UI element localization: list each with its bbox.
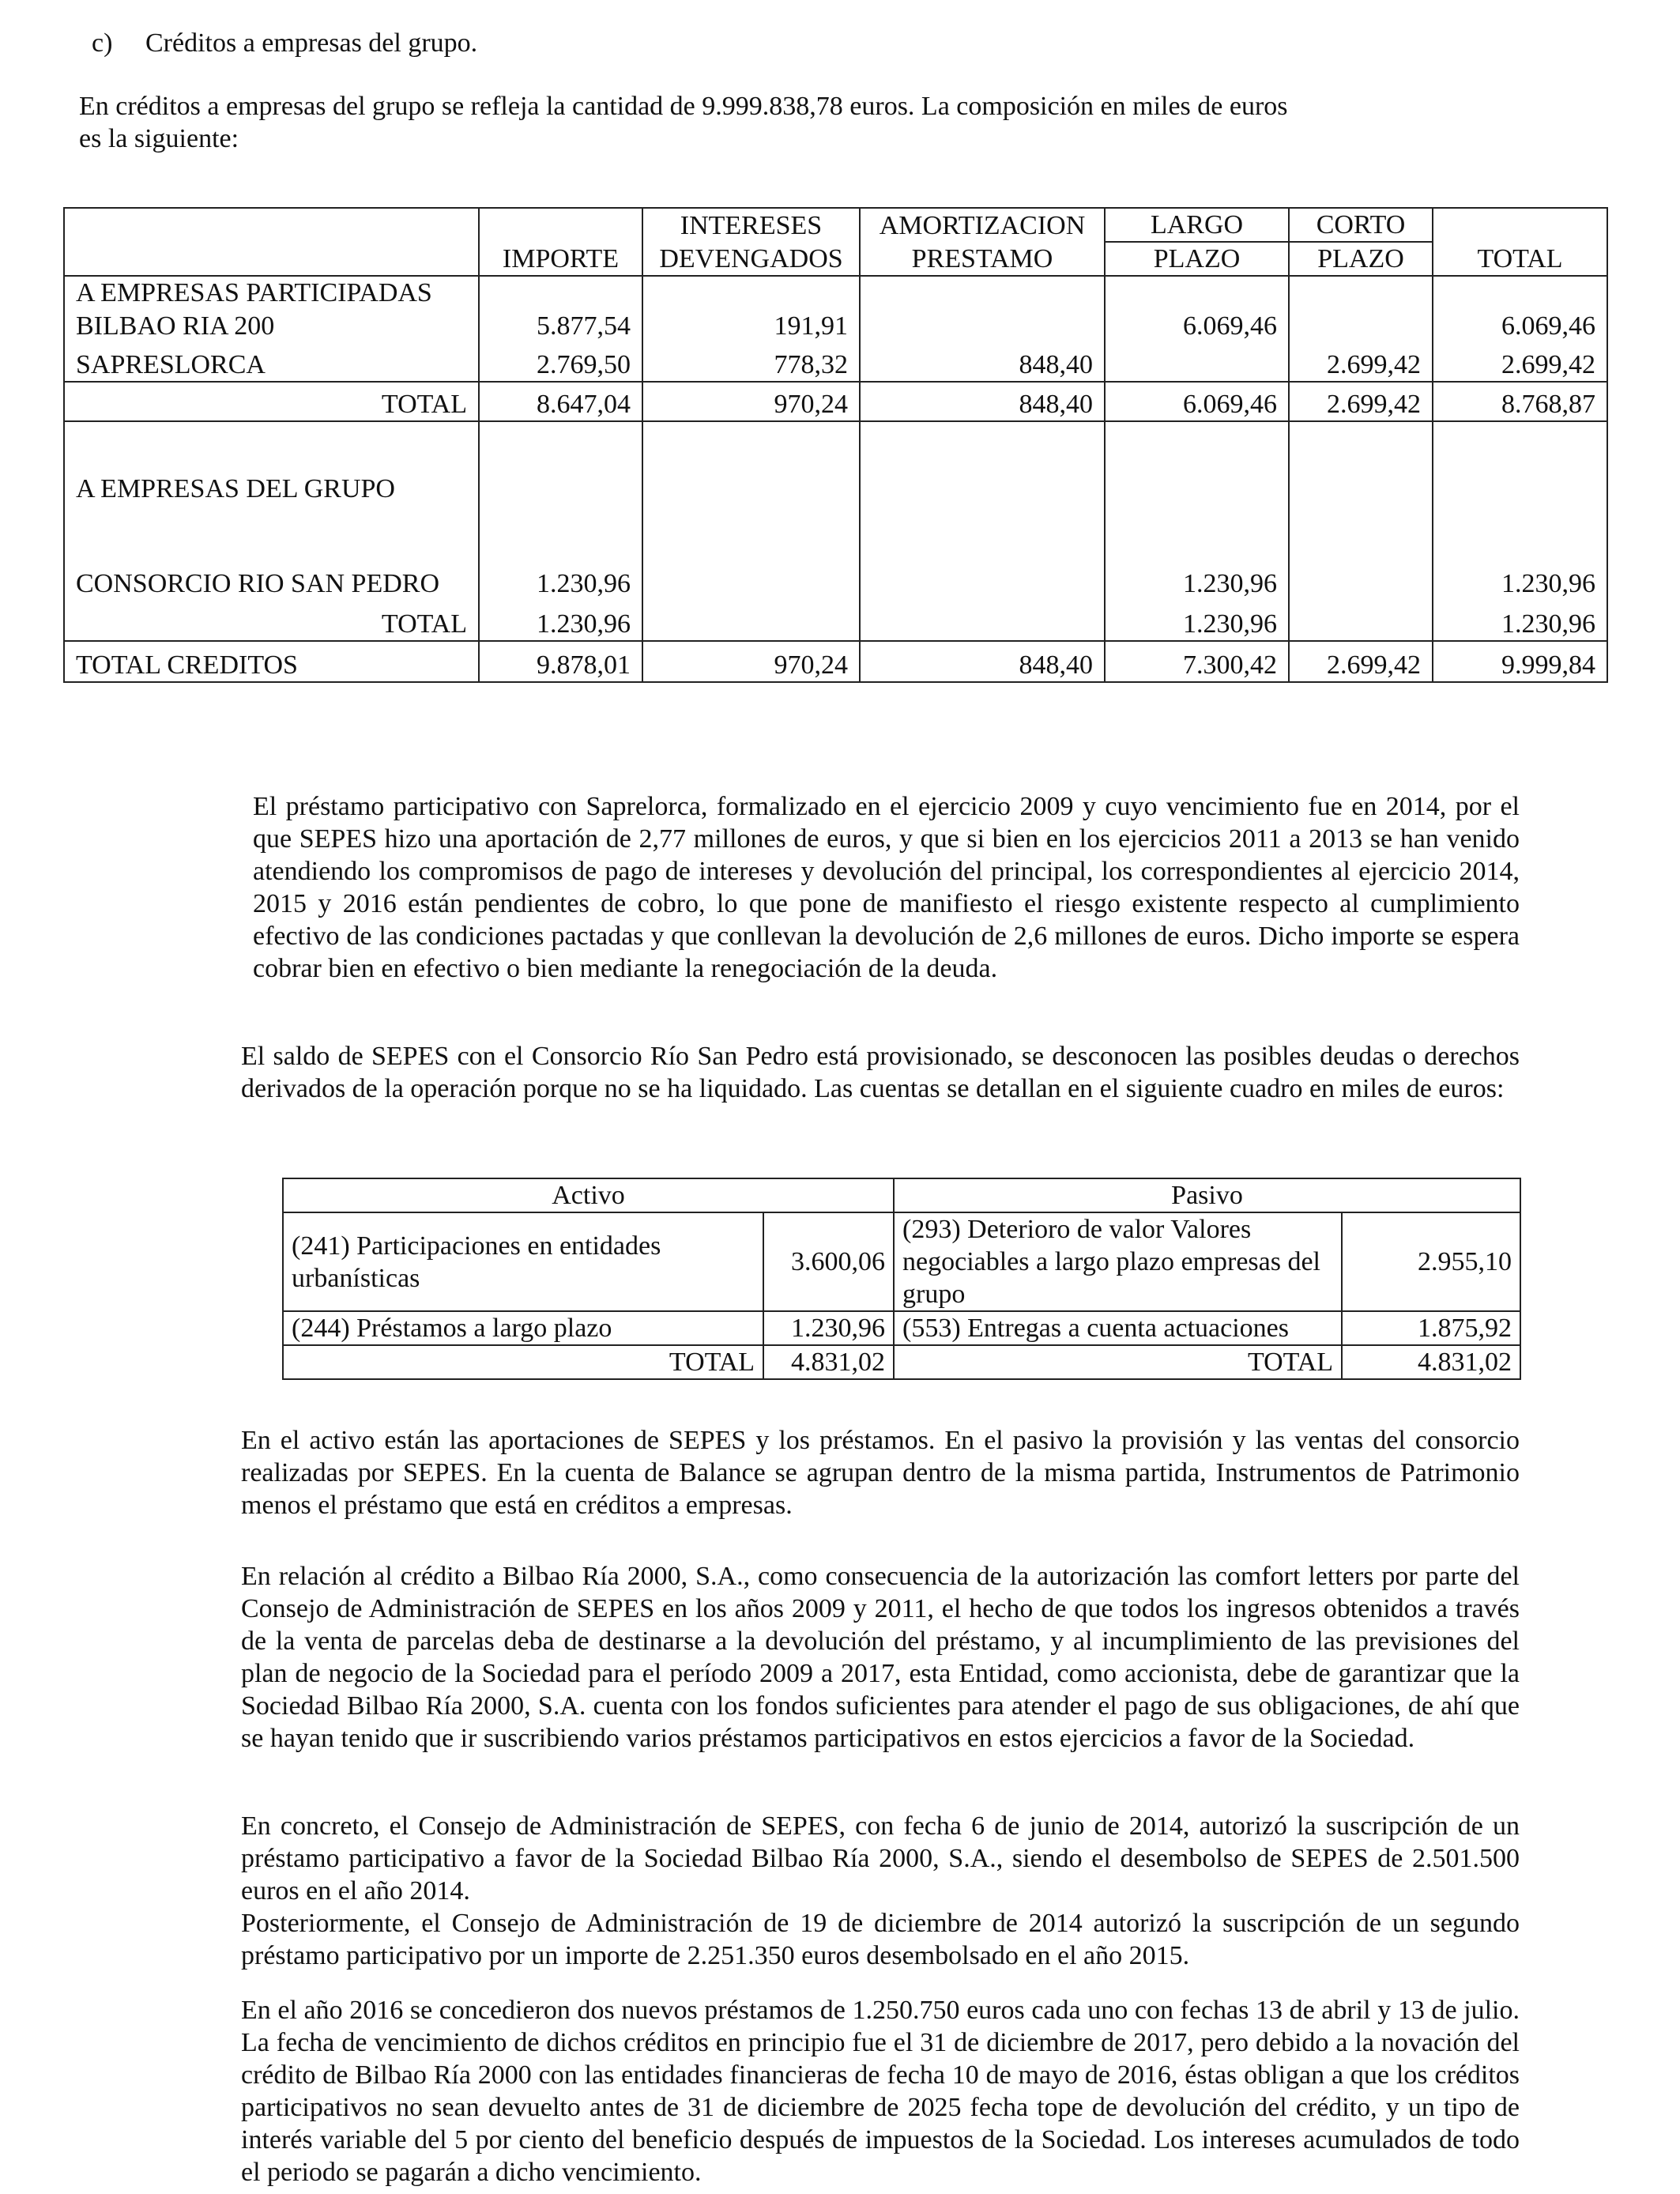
grand-total-total: 9.999,84 — [1433, 641, 1607, 682]
section2-title: A EMPRESAS DEL GRUPO — [64, 421, 479, 510]
total-amortizacion — [860, 600, 1105, 641]
section-letter: c) — [92, 28, 113, 58]
activo-value: 1.230,96 — [763, 1311, 894, 1345]
row-intereses: 778,32 — [642, 342, 860, 382]
row-corto — [1289, 510, 1433, 600]
row-total: 6.069,46 — [1433, 310, 1607, 342]
total-largo: 1.230,96 — [1105, 600, 1289, 641]
header-corto-1: CORTO — [1289, 208, 1433, 242]
pasivo-label: (553) Entregas a cuenta actuaciones — [894, 1311, 1342, 1345]
table-row — [64, 510, 1607, 600]
row-largo: 1.230,96 — [1105, 510, 1289, 600]
header-amortizacion-1: AMORTIZACION — [860, 208, 1105, 242]
section1-total-label: TOTAL — [64, 382, 479, 421]
table-row — [64, 310, 1607, 342]
section1-title: A EMPRESAS PARTICIPADAS — [64, 276, 479, 310]
total-importe: 8.647,04 — [479, 382, 642, 421]
header-importe: IMPORTE — [479, 208, 642, 276]
row-importe: 1.230,96 — [479, 510, 642, 600]
row-name: BILBAO RIA 200 — [64, 310, 479, 342]
table-row — [64, 342, 1607, 382]
credits-table — [63, 207, 1608, 683]
paragraph-text: En concreto, el Consejo de Administración de SEPES, con fecha 6 de junio de 2014, autorizó la suscripción de un préstamo participativo a favor de la Sociedad Bilbao Ría 2000, S.A., siendo el desembolso de SEPES de 2.501.500 euros en el año 2014. — [241, 1811, 1520, 1906]
pasivo-total-value: 4.831,02 — [1342, 1345, 1520, 1379]
paragraph-activo — [241, 1424, 1520, 1521]
activo-label: (244) Préstamos a largo plazo — [283, 1311, 763, 1345]
section-heading — [92, 27, 477, 59]
balance-total-row — [283, 1345, 1520, 1379]
table-row — [283, 1212, 1520, 1311]
row-importe: 5.877,54 — [479, 310, 642, 342]
section1-total-row — [64, 382, 1607, 421]
paragraph-text: En el año 2016 se concedieron dos nuevos préstamos de 1.250.750 euros cada uno con fechas 13 de abril y 13 de julio. La fecha de vencimiento de dichos créditos en principio fue el 31 de diciembre de 2017, pero debido a la novación del crédito de Bilbao Ría 2000 con las entidades financieras de fecha 10 de mayo de 2016, éstas obligan a que los créditos participativos no sean devuelto antes de 31 de diciembre de 2025 fecha tope de devolución del crédito, y un tipo de interés variable del 5 por ciento del beneficio después de impuestos de la Sociedad. Los intereses acumulados de todo el periodo se pagarán a dicho vencimiento. — [241, 1996, 1520, 2187]
row-amortizacion: 848,40 — [860, 342, 1105, 382]
intro-line-1: En créditos a empresas del grupo se refleja la cantidad de 9.999.838,78 euros. La composición en miles de euros — [79, 92, 1288, 121]
grand-total-label: TOTAL CREDITOS — [64, 641, 479, 682]
activo-total-value: 4.831,02 — [763, 1345, 894, 1379]
grand-total-amortizacion: 848,40 — [860, 641, 1105, 682]
paragraph-text: El saldo de SEPES con el Consorcio Río San Pedro está provisionado, se desconocen las posibles deudas o derechos derivados de la operación porque no se ha liquidado. Las cuentas se detallan en el siguiente cuadro en miles de euros: — [241, 1042, 1520, 1103]
paragraph-concreto — [241, 1810, 1520, 1972]
paragraph-text: El préstamo participativo con Saprelorca, formalizado en el ejercicio 2009 y cuyo vencimiento fue en 2014, por el que SEPES hizo una aportación de 2,77 millones de euros, y que si bien en los ejercicios 2011 a 2013 se han venido atendiendo los compromisos de pago de intereses y devolución del principal, los correspondientes al ejercicio 2014, 2015 y 2016 están pendientes de cobro, lo que pone de manifiesto el riesgo existente respecto al cumplimiento efectivo de las condiciones pactadas y que conllevan la devolución de 2,6 millones de euros. Dicho importe se espera cobrar bien en efectivo o bien mediante la renegociación de la deuda. — [253, 792, 1520, 983]
grand-total-row — [64, 641, 1607, 682]
paragraph-bilbao — [241, 1560, 1520, 1755]
pasivo-label: (293) Deterioro de valor Valores negociables a largo plazo empresas del grupo — [894, 1212, 1342, 1311]
pasivo-value: 2.955,10 — [1342, 1212, 1520, 1311]
pasivo-total-label: TOTAL — [894, 1345, 1342, 1379]
intro-paragraph — [79, 90, 1422, 155]
row-total: 2.699,42 — [1433, 342, 1607, 382]
total-total: 1.230,96 — [1433, 600, 1607, 641]
paragraph-consorcio — [241, 1040, 1520, 1105]
total-largo: 6.069,46 — [1105, 382, 1289, 421]
row-corto — [1289, 310, 1433, 342]
paragraph-text: Posteriormente, el Consejo de Administración de 19 de diciembre de 2014 autorizó la suscripción de un segundo préstamo participativo por un importe de 2.251.350 euros desembolsado en el año 2015. — [241, 1909, 1520, 1970]
row-amortizacion — [860, 510, 1105, 600]
grand-total-importe: 9.878,01 — [479, 641, 642, 682]
section2-total-row — [64, 600, 1607, 641]
total-corto: 2.699,42 — [1289, 382, 1433, 421]
header-amortizacion-2: PRESTAMO — [860, 242, 1105, 276]
header-corto-2: PLAZO — [1289, 242, 1433, 276]
section-title: Créditos a empresas del grupo. — [145, 28, 478, 58]
grand-total-corto: 2.699,42 — [1289, 641, 1433, 682]
paragraph-2016 — [241, 1994, 1520, 2188]
grand-total-largo: 7.300,42 — [1105, 641, 1289, 682]
pasivo-header: Pasivo — [894, 1178, 1520, 1212]
total-intereses: 970,24 — [642, 382, 860, 421]
section2-title-row — [64, 421, 1607, 510]
header-largo-1: LARGO — [1105, 208, 1289, 242]
row-intereses — [642, 510, 860, 600]
table-row — [283, 1311, 1520, 1345]
header-largo-2: PLAZO — [1105, 242, 1289, 276]
intro-line-2: es la siguiente: — [79, 124, 239, 153]
header-empty-cell — [64, 208, 479, 276]
section2-total-label: TOTAL — [64, 600, 479, 641]
activo-label: (241) Participaciones en entidades urbanísticas — [283, 1212, 763, 1311]
paragraph-saprelorca — [253, 790, 1520, 985]
row-name: CONSORCIO RIO SAN PEDRO — [64, 510, 479, 600]
row-amortizacion — [860, 310, 1105, 342]
total-corto — [1289, 600, 1433, 641]
header-intereses-2: DEVENGADOS — [642, 242, 860, 276]
pasivo-value: 1.875,92 — [1342, 1311, 1520, 1345]
paragraph-text: En el activo están las aportaciones de SEPES y los préstamos. En el pasivo la provisión y las ventas del consorcio realizadas por SEPES. En la cuenta de Balance se agrupan dentro de la misma partida, Instrumentos de Patrimonio menos el préstamo que está en créditos a empresas. — [241, 1426, 1520, 1520]
activo-value: 3.600,06 — [763, 1212, 894, 1311]
grand-total-intereses: 970,24 — [642, 641, 860, 682]
row-largo — [1105, 342, 1289, 382]
header-row-1 — [64, 208, 1607, 242]
paragraph-text: En relación al crédito a Bilbao Ría 2000, S.A., como consecuencia de la autorización las comfort letters por parte del Consejo de Administración de SEPES en los años 2009 y 2011, el hecho de que todos los ingresos obtenidos a través de la venta de parcelas deba de destinarse a la devolución del préstamo, y al incumplimiento de las previsiones del plan de negocio de la Sociedad para el período 2009 a 2017, esta Entidad, como accionista, debe de garantizar que la Sociedad Bilbao Ría 2000, S.A. cuenta con los fondos suficientes para atender el pago de sus obligaciones, de ahí que se hayan tenido que ir suscribiendo varios préstamos participativos en estos ejercicios a favor de la Sociedad. — [241, 1562, 1520, 1753]
activo-header: Activo — [283, 1178, 894, 1212]
header-total: TOTAL — [1433, 208, 1607, 276]
row-corto: 2.699,42 — [1289, 342, 1433, 382]
total-intereses — [642, 600, 860, 641]
row-total: 1.230,96 — [1433, 510, 1607, 600]
total-total: 8.768,87 — [1433, 382, 1607, 421]
row-name: SAPRESLORCA — [64, 342, 479, 382]
row-intereses: 191,91 — [642, 310, 860, 342]
total-amortizacion: 848,40 — [860, 382, 1105, 421]
activo-total-label: TOTAL — [283, 1345, 763, 1379]
balance-header-row — [283, 1178, 1520, 1212]
total-importe: 1.230,96 — [479, 600, 642, 641]
header-intereses-1: INTERESES — [642, 208, 860, 242]
row-importe: 2.769,50 — [479, 342, 642, 382]
section1-title-row — [64, 276, 1607, 310]
balance-table — [282, 1178, 1521, 1380]
row-largo: 6.069,46 — [1105, 310, 1289, 342]
